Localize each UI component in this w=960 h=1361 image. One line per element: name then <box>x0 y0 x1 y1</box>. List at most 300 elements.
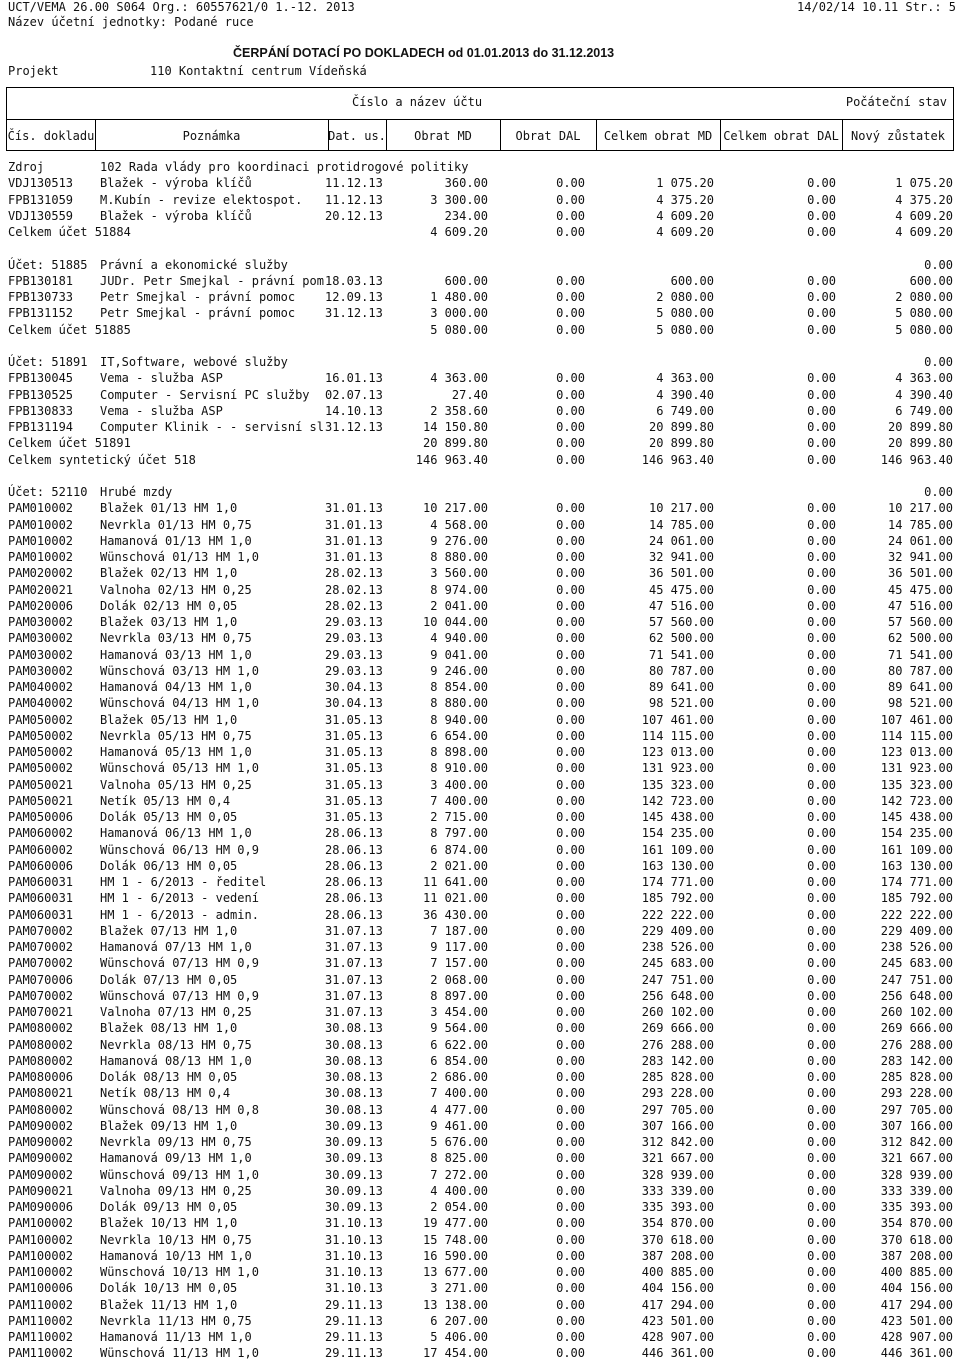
doc-number: PAM030002 <box>8 648 74 662</box>
doc-number: PAM050021 <box>8 778 74 792</box>
note: Valnoha 07/13 HM 0,25 <box>100 1005 252 1019</box>
obrat-dal: 0.00 <box>556 1005 585 1019</box>
obrat-md: 5 406.00 <box>430 1330 488 1344</box>
balance: 32 941.00 <box>887 550 953 564</box>
table-row <box>8 1297 960 1313</box>
doc-number: PAM010002 <box>8 534 74 548</box>
celkem-dal: 0.00 <box>807 761 836 775</box>
report-title: ČERPÁNÍ DOTACÍ PO DOKLADECH od 01.01.2013 do 31.12.2013 <box>233 46 615 60</box>
balance: 4 363.00 <box>895 371 953 385</box>
table-row <box>8 549 960 565</box>
balance: 256 648.00 <box>880 989 953 1003</box>
balance: 123 013.00 <box>880 745 953 759</box>
celkem-md: 4 609.20 <box>656 225 714 239</box>
celkem-md: 80 787.00 <box>648 664 714 678</box>
celkem-dal: 0.00 <box>807 306 836 320</box>
note: 102 Rada vlády pro koordinaci protidrogové politiky <box>100 160 469 174</box>
doc-number: PAM100002 <box>8 1216 74 1230</box>
doc-number: Celkem účet 51885 <box>8 323 131 337</box>
page-header-right: 14/02/14 10.11 Str.: 5 <box>797 0 956 14</box>
date: 31.12.13 <box>325 306 383 320</box>
obrat-md: 6 654.00 <box>430 729 488 743</box>
doc-number: PAM050002 <box>8 729 74 743</box>
obrat-md: 15 748.00 <box>422 1233 488 1247</box>
date: 31.10.13 <box>325 1265 383 1279</box>
balance: 2 080.00 <box>895 290 953 304</box>
obrat-md: 4 609.20 <box>430 225 488 239</box>
date: 30.08.13 <box>325 1103 383 1117</box>
celkem-dal: 0.00 <box>807 1265 836 1279</box>
obrat-md: 8 880.00 <box>430 550 488 564</box>
table-row <box>8 175 960 191</box>
date: 29.11.13 <box>325 1298 383 1312</box>
celkem-dal: 0.00 <box>807 859 836 873</box>
celkem-dal: 0.00 <box>807 615 836 629</box>
note: Hamanová 04/13 HM 1,0 <box>100 680 252 694</box>
note: Petr Smejkal - právní pomoc <box>100 306 296 320</box>
celkem-dal: 0.00 <box>807 225 836 239</box>
obrat-md: 6 207.00 <box>430 1314 488 1328</box>
celkem-dal: 0.00 <box>807 713 836 727</box>
obrat-dal: 0.00 <box>556 420 585 434</box>
celkem-dal: 0.00 <box>807 973 836 987</box>
table-row <box>8 403 960 419</box>
obrat-dal: 0.00 <box>556 794 585 808</box>
celkem-dal: 0.00 <box>807 501 836 515</box>
balance: 370 618.00 <box>880 1233 953 1247</box>
obrat-md: 360.00 <box>444 176 488 190</box>
date: 29.03.13 <box>325 648 383 662</box>
obrat-dal: 0.00 <box>556 1119 585 1133</box>
balance: 1 075.20 <box>895 176 953 190</box>
table-row <box>8 728 960 744</box>
project-value: 110 Kontaktní centrum Vídeňská <box>150 64 367 78</box>
date: 31.10.13 <box>325 1216 383 1230</box>
note: Blažek 09/13 HM 1,0 <box>100 1119 238 1133</box>
obrat-md: 7 272.00 <box>430 1168 488 1182</box>
doc-number: PAM100006 <box>8 1281 74 1295</box>
note: Nevrkla 05/13 HM 0,75 <box>100 729 252 743</box>
date: 29.11.13 <box>325 1346 383 1360</box>
balance: 335 393.00 <box>880 1200 953 1214</box>
celkem-md: 400 885.00 <box>641 1265 714 1279</box>
date: 30.08.13 <box>325 1086 383 1100</box>
celkem-dal: 0.00 <box>807 323 836 337</box>
obrat-dal: 0.00 <box>556 680 585 694</box>
date: 31.07.13 <box>325 989 383 1003</box>
table-row <box>8 955 960 971</box>
celkem-md: 404 156.00 <box>641 1281 714 1295</box>
date: 14.10.13 <box>325 404 383 418</box>
date: 29.11.13 <box>325 1330 383 1344</box>
date: 29.03.13 <box>325 631 383 645</box>
obrat-dal: 0.00 <box>556 388 585 402</box>
celkem-md: 333 339.00 <box>641 1184 714 1198</box>
note: Nevrkla 03/13 HM 0,75 <box>100 631 252 645</box>
celkem-dal: 0.00 <box>807 1135 836 1149</box>
date: 31.05.13 <box>325 761 383 775</box>
obrat-dal: 0.00 <box>556 875 585 889</box>
table-row <box>8 387 960 403</box>
obrat-dal: 0.00 <box>556 989 585 1003</box>
doc-number: PAM010002 <box>8 518 74 532</box>
doc-number: FPB131152 <box>8 306 74 320</box>
doc-number: Celkem účet 51891 <box>8 436 131 450</box>
balance: 185 792.00 <box>880 891 953 905</box>
note: Dolák 09/13 HM 0,05 <box>100 1200 238 1214</box>
obrat-md: 4 940.00 <box>430 631 488 645</box>
table-row <box>8 695 960 711</box>
balance: 57 560.00 <box>887 615 953 629</box>
obrat-dal: 0.00 <box>556 1184 585 1198</box>
obrat-md: 14 150.80 <box>422 420 488 434</box>
doc-number: PAM080021 <box>8 1086 74 1100</box>
obrat-md: 4 400.00 <box>430 1184 488 1198</box>
total-row <box>8 322 960 338</box>
celkem-dal: 0.00 <box>807 908 836 922</box>
balance: 245 683.00 <box>880 956 953 970</box>
note: Nevrkla 10/13 HM 0,75 <box>100 1233 252 1247</box>
doc-number: FPB130833 <box>8 404 74 418</box>
celkem-md: 36 501.00 <box>648 566 714 580</box>
balance: 4 609.20 <box>895 225 953 239</box>
balance: 285 828.00 <box>880 1070 953 1084</box>
obrat-md: 3 271.00 <box>430 1281 488 1295</box>
obrat-md: 9 461.00 <box>430 1119 488 1133</box>
date: 31.10.13 <box>325 1281 383 1295</box>
obrat-dal: 0.00 <box>556 615 585 629</box>
balance: 222 222.00 <box>880 908 953 922</box>
celkem-dal: 0.00 <box>807 729 836 743</box>
obrat-dal: 0.00 <box>556 501 585 515</box>
account-row <box>8 354 960 370</box>
celkem-dal: 0.00 <box>807 534 836 548</box>
obrat-dal: 0.00 <box>556 973 585 987</box>
total-row <box>8 224 960 240</box>
doc-number: FPB131059 <box>8 193 74 207</box>
column-header-new-balance: Nový zůstatek <box>851 128 945 143</box>
doc-number: PAM060031 <box>8 891 74 905</box>
obrat-md: 9 117.00 <box>430 940 488 954</box>
note: Hamanová 01/13 HM 1,0 <box>100 534 252 548</box>
celkem-md: 5 080.00 <box>656 323 714 337</box>
date: 30.08.13 <box>325 1054 383 1068</box>
table-row <box>8 1085 960 1101</box>
date: 30.04.13 <box>325 696 383 710</box>
doc-number: PAM080002 <box>8 1103 74 1117</box>
doc-number: VDJ130559 <box>8 209 74 223</box>
doc-number: PAM020002 <box>8 566 74 580</box>
note: Hamanová 07/13 HM 1,0 <box>100 940 252 954</box>
note: Wünschová 09/13 HM 1,0 <box>100 1168 259 1182</box>
obrat-md: 2 358.60 <box>430 404 488 418</box>
date: 31.05.13 <box>325 713 383 727</box>
balance: 260 102.00 <box>880 1005 953 1019</box>
celkem-dal: 0.00 <box>807 1200 836 1214</box>
celkem-dal: 0.00 <box>807 1314 836 1328</box>
note: Hamanová 09/13 HM 1,0 <box>100 1151 252 1165</box>
celkem-md: 335 393.00 <box>641 1200 714 1214</box>
balance: 98 521.00 <box>887 696 953 710</box>
celkem-dal: 0.00 <box>807 209 836 223</box>
celkem-dal: 0.00 <box>807 648 836 662</box>
date: 28.06.13 <box>325 875 383 889</box>
obrat-dal: 0.00 <box>556 1314 585 1328</box>
doc-number: FPB131194 <box>8 420 74 434</box>
obrat-md: 8 854.00 <box>430 680 488 694</box>
celkem-dal: 0.00 <box>807 1086 836 1100</box>
total-row <box>8 435 960 451</box>
obrat-dal: 0.00 <box>556 1038 585 1052</box>
doc-number: Zdroj <box>8 160 45 174</box>
celkem-dal: 0.00 <box>807 794 836 808</box>
doc-number: PAM060006 <box>8 859 74 873</box>
obrat-dal: 0.00 <box>556 1330 585 1344</box>
celkem-dal: 0.00 <box>807 778 836 792</box>
celkem-md: 245 683.00 <box>641 956 714 970</box>
obrat-dal: 0.00 <box>556 761 585 775</box>
balance: 6 749.00 <box>895 404 953 418</box>
note: Valnoha 09/13 HM 0,25 <box>100 1184 252 1198</box>
balance: 146 963.40 <box>880 453 953 467</box>
table-row <box>8 1232 960 1248</box>
total-row <box>8 452 960 468</box>
obrat-dal: 0.00 <box>556 843 585 857</box>
doc-number: PAM070002 <box>8 924 74 938</box>
unit-name: Název účetní jednotky: Podané ruce <box>8 15 254 29</box>
note: Dolák 08/13 HM 0,05 <box>100 1070 238 1084</box>
column-header-dal: Obrat DAL <box>515 128 581 143</box>
balance: 36 501.00 <box>887 566 953 580</box>
note: Právní a ekonomické služby <box>100 258 288 272</box>
doc-number: PAM010002 <box>8 501 74 515</box>
obrat-dal: 0.00 <box>556 940 585 954</box>
obrat-md: 9 041.00 <box>430 648 488 662</box>
obrat-md: 8 825.00 <box>430 1151 488 1165</box>
celkem-md: 4 375.20 <box>656 193 714 207</box>
obrat-dal: 0.00 <box>556 583 585 597</box>
doc-number: FPB130045 <box>8 371 74 385</box>
balance: 62 500.00 <box>887 631 953 645</box>
celkem-md: 185 792.00 <box>641 891 714 905</box>
note: Hamanová 08/13 HM 1,0 <box>100 1054 252 1068</box>
celkem-dal: 0.00 <box>807 696 836 710</box>
celkem-dal: 0.00 <box>807 1151 836 1165</box>
balance: 5 080.00 <box>895 323 953 337</box>
doc-number: PAM030002 <box>8 631 74 645</box>
obrat-md: 1 480.00 <box>430 290 488 304</box>
column-header-total-md: Celkem obrat MD <box>603 128 713 143</box>
date: 31.01.13 <box>325 518 383 532</box>
celkem-dal: 0.00 <box>807 956 836 970</box>
doc-number: PAM090002 <box>8 1168 74 1182</box>
doc-number: FPB130733 <box>8 290 74 304</box>
obrat-dal: 0.00 <box>556 745 585 759</box>
table-row <box>8 939 960 955</box>
obrat-md: 7 157.00 <box>430 956 488 970</box>
date: 30.08.13 <box>325 1038 383 1052</box>
obrat-dal: 0.00 <box>556 1281 585 1295</box>
date: 20.12.13 <box>325 209 383 223</box>
obrat-dal: 0.00 <box>556 404 585 418</box>
celkem-md: 154 235.00 <box>641 826 714 840</box>
date: 31.12.13 <box>325 420 383 434</box>
doc-number: PAM050002 <box>8 761 74 775</box>
balance: 0.00 <box>924 485 953 499</box>
obrat-md: 6 622.00 <box>430 1038 488 1052</box>
celkem-dal: 0.00 <box>807 1005 836 1019</box>
doc-number: PAM040002 <box>8 696 74 710</box>
note: Nevrkla 11/13 HM 0,75 <box>100 1314 252 1328</box>
account-row <box>8 484 960 500</box>
table-row <box>8 208 960 224</box>
celkem-md: 146 963.40 <box>641 453 714 467</box>
doc-number: PAM090002 <box>8 1119 74 1133</box>
doc-number: PAM080002 <box>8 1054 74 1068</box>
column-header-md: Obrat MD <box>414 128 472 143</box>
doc-number: PAM070002 <box>8 989 74 1003</box>
obrat-dal: 0.00 <box>556 550 585 564</box>
celkem-md: 283 142.00 <box>641 1054 714 1068</box>
obrat-dal: 0.00 <box>556 1021 585 1035</box>
obrat-dal: 0.00 <box>556 1233 585 1247</box>
obrat-dal: 0.00 <box>556 1054 585 1068</box>
date: 28.02.13 <box>325 566 383 580</box>
obrat-md: 2 041.00 <box>430 599 488 613</box>
note: Nevrkla 08/13 HM 0,75 <box>100 1038 252 1052</box>
table-row <box>8 1280 960 1296</box>
obrat-dal: 0.00 <box>556 778 585 792</box>
obrat-dal: 0.00 <box>556 631 585 645</box>
date: 11.12.13 <box>325 193 383 207</box>
obrat-md: 3 454.00 <box>430 1005 488 1019</box>
date: 28.06.13 <box>325 908 383 922</box>
celkem-md: 247 751.00 <box>641 973 714 987</box>
obrat-md: 234.00 <box>444 209 488 223</box>
date: 31.05.13 <box>325 778 383 792</box>
note: Wünschová 03/13 HM 1,0 <box>100 664 259 678</box>
obrat-md: 16 590.00 <box>422 1249 488 1263</box>
celkem-md: 2 080.00 <box>656 290 714 304</box>
balance: 0.00 <box>924 355 953 369</box>
obrat-md: 11 021.00 <box>422 891 488 905</box>
doc-number: PAM110002 <box>8 1298 74 1312</box>
date: 28.06.13 <box>325 891 383 905</box>
obrat-md: 2 715.00 <box>430 810 488 824</box>
celkem-md: 114 115.00 <box>641 729 714 743</box>
date: 28.06.13 <box>325 843 383 857</box>
doc-number: FPB130525 <box>8 388 74 402</box>
doc-number: PAM090006 <box>8 1200 74 1214</box>
doc-number: PAM050021 <box>8 794 74 808</box>
celkem-md: 222 222.00 <box>641 908 714 922</box>
balance: 154 235.00 <box>880 826 953 840</box>
doc-number: PAM110002 <box>8 1346 74 1360</box>
doc-number: PAM030002 <box>8 615 74 629</box>
obrat-dal: 0.00 <box>556 664 585 678</box>
balance: 45 475.00 <box>887 583 953 597</box>
balance: 4 609.20 <box>895 209 953 223</box>
celkem-md: 321 667.00 <box>641 1151 714 1165</box>
celkem-md: 428 907.00 <box>641 1330 714 1344</box>
source-row <box>8 159 960 175</box>
celkem-dal: 0.00 <box>807 1054 836 1068</box>
obrat-dal: 0.00 <box>556 1249 585 1263</box>
obrat-dal: 0.00 <box>556 1265 585 1279</box>
celkem-md: 107 461.00 <box>641 713 714 727</box>
obrat-md: 8 898.00 <box>430 745 488 759</box>
balance: 80 787.00 <box>887 664 953 678</box>
table-row <box>8 874 960 890</box>
celkem-dal: 0.00 <box>807 1184 836 1198</box>
obrat-md: 10 217.00 <box>422 501 488 515</box>
doc-number: PAM070021 <box>8 1005 74 1019</box>
celkem-dal: 0.00 <box>807 1281 836 1295</box>
date: 31.10.13 <box>325 1249 383 1263</box>
obrat-dal: 0.00 <box>556 908 585 922</box>
celkem-dal: 0.00 <box>807 1070 836 1084</box>
celkem-dal: 0.00 <box>807 193 836 207</box>
obrat-md: 8 974.00 <box>430 583 488 597</box>
note: Wünschová 11/13 HM 1,0 <box>100 1346 259 1360</box>
celkem-md: 285 828.00 <box>641 1070 714 1084</box>
date: 31.10.13 <box>325 1233 383 1247</box>
doc-number: PAM060002 <box>8 843 74 857</box>
date: 29.11.13 <box>325 1314 383 1328</box>
note: Blažek - výroba klíčů <box>100 176 252 190</box>
doc-number: Celkem účet 51884 <box>8 225 131 239</box>
doc-number: PAM020021 <box>8 583 74 597</box>
balance: 20 899.80 <box>887 436 953 450</box>
balance: 114 115.00 <box>880 729 953 743</box>
date: 31.05.13 <box>325 745 383 759</box>
table-row <box>8 517 960 533</box>
balance: 387 208.00 <box>880 1249 953 1263</box>
celkem-md: 328 939.00 <box>641 1168 714 1182</box>
note: Netík 05/13 HM 0,4 <box>100 794 231 808</box>
balance: 5 080.00 <box>895 306 953 320</box>
balance: 333 339.00 <box>880 1184 953 1198</box>
celkem-md: 238 526.00 <box>641 940 714 954</box>
celkem-dal: 0.00 <box>807 1168 836 1182</box>
table-row <box>8 1199 960 1215</box>
obrat-md: 4 568.00 <box>430 518 488 532</box>
obrat-md: 9 246.00 <box>430 664 488 678</box>
note: Dolák 02/13 HM 0,05 <box>100 599 238 613</box>
obrat-dal: 0.00 <box>556 306 585 320</box>
obrat-dal: 0.00 <box>556 1200 585 1214</box>
note: Blažek 01/13 HM 1,0 <box>100 501 238 515</box>
obrat-dal: 0.00 <box>556 209 585 223</box>
table-row <box>8 809 960 825</box>
obrat-md: 8 897.00 <box>430 989 488 1003</box>
obrat-md: 36 430.00 <box>422 908 488 922</box>
obrat-md: 600.00 <box>444 274 488 288</box>
balance: 276 288.00 <box>880 1038 953 1052</box>
obrat-dal: 0.00 <box>556 274 585 288</box>
obrat-md: 4 477.00 <box>430 1103 488 1117</box>
celkem-dal: 0.00 <box>807 599 836 613</box>
celkem-md: 256 648.00 <box>641 989 714 1003</box>
note: Dolák 10/13 HM 0,05 <box>100 1281 238 1295</box>
obrat-dal: 0.00 <box>556 1298 585 1312</box>
obrat-md: 7 400.00 <box>430 794 488 808</box>
doc-number: PAM080002 <box>8 1038 74 1052</box>
celkem-md: 417 294.00 <box>641 1298 714 1312</box>
doc-number: FPB130181 <box>8 274 74 288</box>
balance: 89 641.00 <box>887 680 953 694</box>
celkem-md: 260 102.00 <box>641 1005 714 1019</box>
